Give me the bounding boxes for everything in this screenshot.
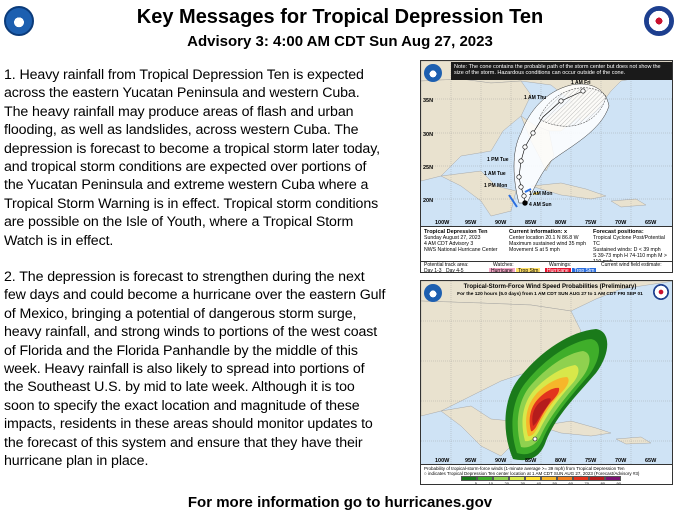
scale-label: 10 <box>488 481 493 485</box>
lon-label: 70W <box>615 458 627 464</box>
scale-label: 20 <box>504 481 509 485</box>
lon-label: 80W <box>555 458 567 464</box>
legend-warnings: Warnings: <box>549 262 572 268</box>
forecast-line: S 39-73 mph H 74-110 mph M > <box>593 253 667 259</box>
storm-name: Tropical Depression Ten <box>424 229 488 235</box>
lon-label: 70W <box>615 220 627 226</box>
wind-probability-map <box>420 280 673 485</box>
watch-ts: Trop Stm <box>518 268 539 273</box>
lon-label: 65W <box>645 458 657 464</box>
lon-label: 95W <box>465 458 477 464</box>
cone-legend <box>421 261 673 273</box>
wind-map-subtitle: For the 120 hours (5.0 days) from 1 AM CDT SUN AUG 27 to 1 AM CDT FRI SEP 01 <box>457 292 643 297</box>
wind-map-graphic <box>421 281 673 464</box>
lon-label: 85W <box>525 458 537 464</box>
lon-label: 95W <box>465 220 477 226</box>
scale-label: 60 <box>568 481 573 485</box>
forecast-line: Sustained winds: D < 39 mph <box>593 247 661 253</box>
scale-text: ○ indicates Tropical Depression Ten center location at 1 AM CDT SUN AUG 27, 2023 (Forecast/Advisory #3) <box>424 471 640 476</box>
legend-watches: Watches: <box>493 262 514 268</box>
storm-center-name: NWS National Hurricane Center <box>424 247 498 253</box>
track-label: 1 AM Thu <box>524 95 547 101</box>
legend-day45: Day 4-5 <box>446 268 464 273</box>
scale-label: 30 <box>520 481 525 485</box>
track-label: 4 AM Sun <box>529 202 552 208</box>
current-center: Center location 20.1 N 86.8 W <box>509 235 579 241</box>
forecast-line: Tropical Cyclone Post/Potential TC <box>593 235 665 247</box>
forecast-title: Forecast positions: <box>593 229 644 235</box>
lon-label: 85W <box>525 220 537 226</box>
scale-label: 70 <box>584 481 589 485</box>
lat-label: 35N <box>423 98 434 104</box>
lat-label: 20N <box>423 198 434 204</box>
advisory-subtitle: Advisory 3: 4:00 AM CDT Sun Aug 27, 2023 <box>187 33 493 50</box>
probability-scale <box>421 464 673 485</box>
current-info-title: Current information: x <box>509 229 568 235</box>
watch-hurricane: Hurricane <box>491 268 513 273</box>
lon-label: 100W <box>435 220 450 226</box>
track-label: 1 AM Mon <box>529 191 553 197</box>
key-message-1: 1. Heavy rainfall from Tropical Depression Ten is expected across the eastern Yucatan Peninsula and western Cuba. The heavy rainfall may produce areas of flash and urban flooding, as well as landslides, across western Cuba. The depression is forecast to become a tropical storm later today, and tropical storm conditions are expected over portions of the Yucatan Peninsula and extreme western Cuba where a Tropical Storm Warning is in effect. Tropical storm conditions are possible on the Isle of Youth, where a Tropical Storm Watch is in effect. <box>4 67 380 249</box>
cone-map <box>420 60 673 273</box>
lat-label: 25N <box>423 165 434 171</box>
lon-label: 90W <box>495 458 507 464</box>
scale-label: 80 <box>600 481 605 485</box>
wind-map-title: Tropical-Storm-Force Wind Speed Probabilities (Preliminary) <box>463 284 637 290</box>
key-message-2: 2. The depression is forecast to strengthen during the next few days and could become a hurricane over the eastern Gulf of Mexico, bringing a potential of dangerous storm surge, heavy rainfall, and strong winds to portions of the west coast of Florida and the Florida Panhandle by the middle of this week. Heavy rainfall is also likely to spread into portions of the Southeast U.S. by mid to late week. Although it is too soon to specify the exact location and magnitude of these impacts, residents in these areas should monitor updates to the forecast of this system and ensure that they have their hurricane plan in place. <box>4 269 386 470</box>
footer-link-text: For more information go to hurricanes.gov <box>187 494 493 511</box>
noaa-mini-logo <box>424 284 442 302</box>
current-movement: Movement S at 5 mph <box>509 247 560 253</box>
scale-label: 90 <box>616 481 621 485</box>
track-label: 1 AM Tue <box>484 171 506 177</box>
track-label: 1 PM Mon <box>484 183 508 189</box>
scale-label: 50 <box>552 481 557 485</box>
lon-label: 90W <box>495 220 507 226</box>
nws-mini-logo <box>653 284 669 300</box>
scale-label: 5 <box>474 481 477 485</box>
lon-label: 80W <box>555 220 567 226</box>
track-label: 1 AM Fri <box>571 80 591 86</box>
legend-track-area: Potential track area: <box>424 262 469 268</box>
storm-advisory: 4 AM CDT Advisory 3 <box>424 241 474 247</box>
scale-label: 40 <box>536 481 541 485</box>
storm-date: Sunday August 27, 2023 <box>424 235 481 241</box>
page-title: Key Messages for Tropical Depression Ten <box>136 6 544 28</box>
scale-labels <box>461 481 621 485</box>
track-label: 1 PM Tue <box>487 157 509 163</box>
warning-hurricane: Hurricane <box>547 268 569 273</box>
cone-note: Note: The cone contains the probable path of the storm center but does not show the size of the storm. Hazardous conditions can occur outside of the cone. <box>451 62 672 80</box>
warning-ts: Trop Stm <box>574 268 595 273</box>
lon-label: 75W <box>585 458 597 464</box>
noaa-mini-logo <box>424 64 442 82</box>
lon-label: 75W <box>585 220 597 226</box>
lat-label: 30N <box>423 132 434 138</box>
current-wind: Maximum sustained wind 35 mph <box>509 241 586 247</box>
cone-map-graphic <box>421 61 673 226</box>
scale-text: Probability of tropical-storm-force winds (1-minute average >= 39 mph) from Tropical Depression Ten <box>424 466 625 471</box>
lon-label: 65W <box>645 220 657 226</box>
legend-day13: Day 1-3 <box>424 268 442 273</box>
lon-label: 100W <box>435 458 450 464</box>
legend-current-wind: Current wind field estimate: <box>601 262 662 268</box>
